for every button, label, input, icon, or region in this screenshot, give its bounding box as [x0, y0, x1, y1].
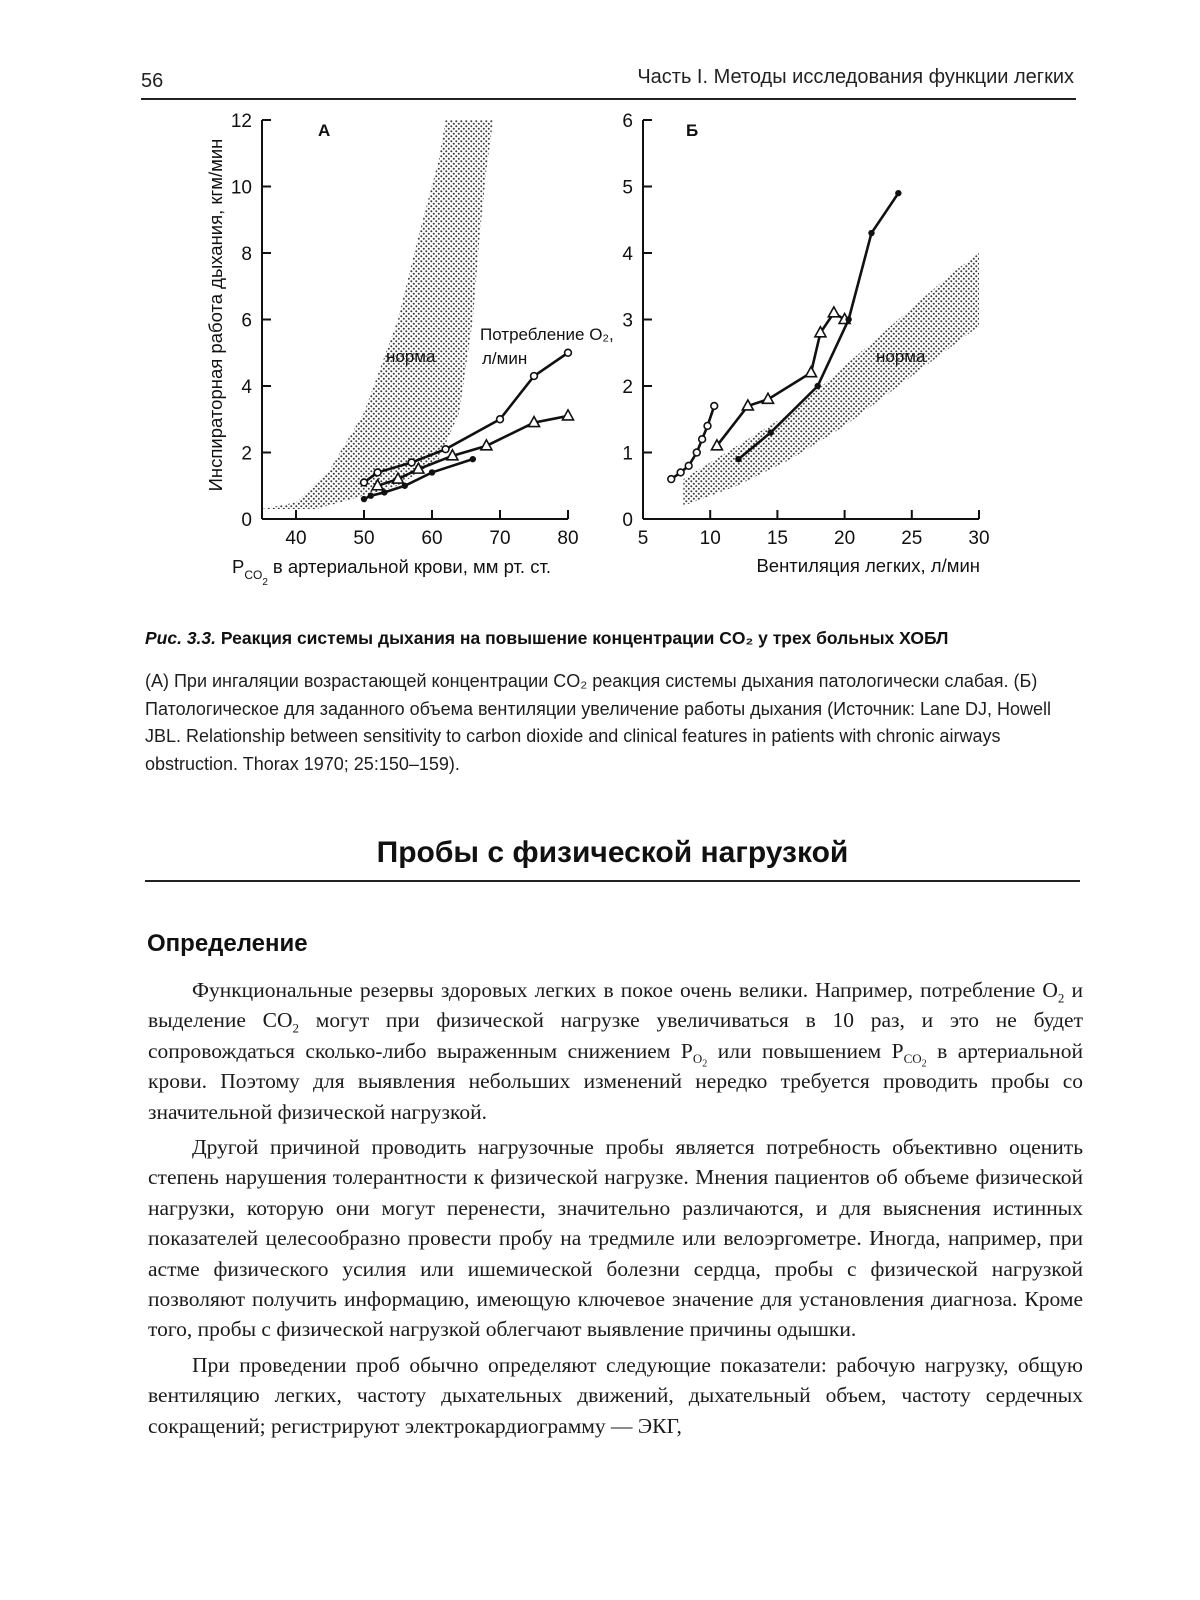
panel-label: Б — [686, 121, 699, 140]
data-point-dot — [368, 493, 374, 499]
paragraph-2: Другой причиной проводить нагрузочные пробы является потребность объективно оценить степень нарушения толерантности к физической нагрузке. Мнения пациентов об объеме физической нагрузки, которую они могут перенести, значительно различаются, и для выяснения истинных показателей целесообразно провести пробу на тредмиле или велоэргометре. Иногда, например, при астме физического усилия или ишемической болезни сердца, пробы с физической нагрузкой позволяют получить информацию, имеющую ключевое значение для установления диагноза. Кроме того, пробы с физической нагрузкой облегчают выявление причины одышки. — [148, 1135, 1083, 1342]
data-point-circle — [361, 479, 368, 486]
y-tick-label: 0 — [622, 510, 633, 531]
data-point-triangle — [806, 367, 817, 377]
y-tick-label: 4 — [241, 377, 252, 398]
subsection-title: Определение — [147, 930, 308, 957]
data-point-dot — [470, 456, 476, 462]
data-point-circle — [693, 449, 700, 456]
y-tick-label: 1 — [622, 443, 633, 465]
data-point-triangle — [828, 307, 839, 317]
data-point-circle — [374, 469, 381, 476]
x-tick-label: 5 — [637, 528, 649, 549]
x-tick-label: 40 — [285, 528, 307, 549]
band-label-norm: норма — [386, 347, 436, 366]
normal-range-band — [683, 253, 979, 506]
x-tick-label: 25 — [901, 528, 923, 549]
paragraph-1: Функциональные резервы здоровых легких в покое очень велики. Например, потребление $O_2$ и выделение $CO_2$ могут при физической нагрузке увеличиваться в 10 раз, и это не будет сопровождаться сколько-либо выраженным снижением $P_{O_2}$ или повышением $P_{CO_2}$ в артериальной крови. Поэтому для выявления небольших изменений нередко требуется проводить пробы со значительной физической нагрузкой. — [148, 978, 1084, 1124]
data-point-circle — [442, 446, 449, 453]
data-point-dot — [429, 469, 435, 475]
section-rule — [145, 880, 1080, 882]
section-title: Пробы с физической нагрузкой — [376, 836, 849, 869]
x-tick-label: 80 — [557, 528, 579, 549]
x-tick-label: 20 — [834, 528, 856, 549]
data-point-circle — [497, 416, 504, 423]
annotation-o2-unit: л/мин — [482, 349, 528, 368]
data-point-triangle — [563, 410, 574, 420]
data-point-circle — [668, 476, 675, 483]
chart-panel-b — [622, 111, 989, 576]
panel-label: А — [318, 121, 331, 140]
data-point-circle — [531, 373, 538, 380]
body-text — [148, 975, 1083, 1446]
paragraph-3: При проведении проб обычно определяют следующие показатели: рабочую нагрузку, общую вентиляцию легких, частоту дыхательных движений, дыхательный объем, частоту сердечных сокращений; регистрируют электрокардиограмму — ЭКГ, — [148, 1352, 1083, 1438]
figure-caption-title — [145, 628, 1085, 649]
figure-caption-text: (A) При ингаляции возрастающей концентрации CO₂ реакция системы дыхания патологически слабая. (Б) Патологическое для заданного объема вентиляции увеличение работы дыхания (Источник: Lane DJ, Howell JBL. Relationship between sensitivity to carbon dioxide and clinical features in patients with chronic airways obstruction. Thorax 1970; 25:150–159). — [145, 671, 1052, 774]
running-title: Часть I. Методы исследования функции легких — [637, 66, 1074, 88]
x-tick-label: 50 — [353, 528, 375, 549]
figure-caption-heading: Реакция системы дыхания на повышение концентрации CO₂ у трех больных ХОБЛ — [220, 628, 949, 648]
y-tick-label: 2 — [622, 377, 633, 398]
y-tick-label: 12 — [230, 111, 252, 132]
page-number: 56 — [141, 70, 164, 92]
data-point-circle — [704, 423, 711, 430]
data-point-dot — [868, 230, 874, 236]
data-point-dot — [845, 316, 851, 322]
y-axis-title: Инспираторная работа дыхания, кгм/мин — [205, 138, 226, 492]
y-tick-label: 5 — [622, 177, 633, 199]
y-tick-label: 4 — [622, 244, 633, 265]
data-point-circle — [711, 403, 718, 410]
x-tick-label: 15 — [766, 528, 788, 549]
y-tick-label: 10 — [230, 177, 252, 199]
annotation-o2-consumption: Потребление O₂, — [480, 325, 614, 344]
data-point-circle — [699, 436, 706, 443]
y-tick-label: 3 — [622, 310, 633, 332]
data-point-dot — [767, 429, 773, 435]
figure-3-3 — [0, 0, 1200, 610]
x-tick-label: 30 — [968, 528, 990, 549]
figure-caption-label: Рис. 3.3. — [145, 628, 217, 648]
y-tick-label: 2 — [241, 443, 252, 465]
data-point-circle — [677, 469, 684, 476]
chart-panel-a — [205, 111, 614, 588]
data-point-circle — [565, 349, 572, 356]
y-tick-label: 8 — [241, 244, 252, 265]
x-tick-label: 10 — [699, 528, 721, 549]
x-axis-title: $P_{CO2}в$ артериальной крови, мм рт. ст. — [232, 556, 552, 588]
data-point-circle — [408, 459, 415, 466]
y-tick-label: 6 — [622, 111, 633, 132]
x-tick-label: 70 — [489, 528, 511, 549]
data-point-dot — [895, 190, 901, 196]
x-axis-title: Вентиляция легких, л/мин — [756, 555, 980, 576]
band-label-norm: норма — [876, 347, 926, 366]
y-tick-label: 6 — [241, 310, 252, 332]
data-point-dot — [735, 456, 741, 462]
data-point-dot — [361, 496, 367, 502]
y-tick-label: 0 — [241, 510, 252, 531]
data-point-dot — [402, 483, 408, 489]
data-point-dot — [381, 489, 387, 495]
data-point-circle — [685, 462, 692, 469]
data-point-dot — [815, 383, 821, 389]
normal-range-band — [262, 120, 493, 509]
x-tick-label: 60 — [421, 528, 443, 549]
